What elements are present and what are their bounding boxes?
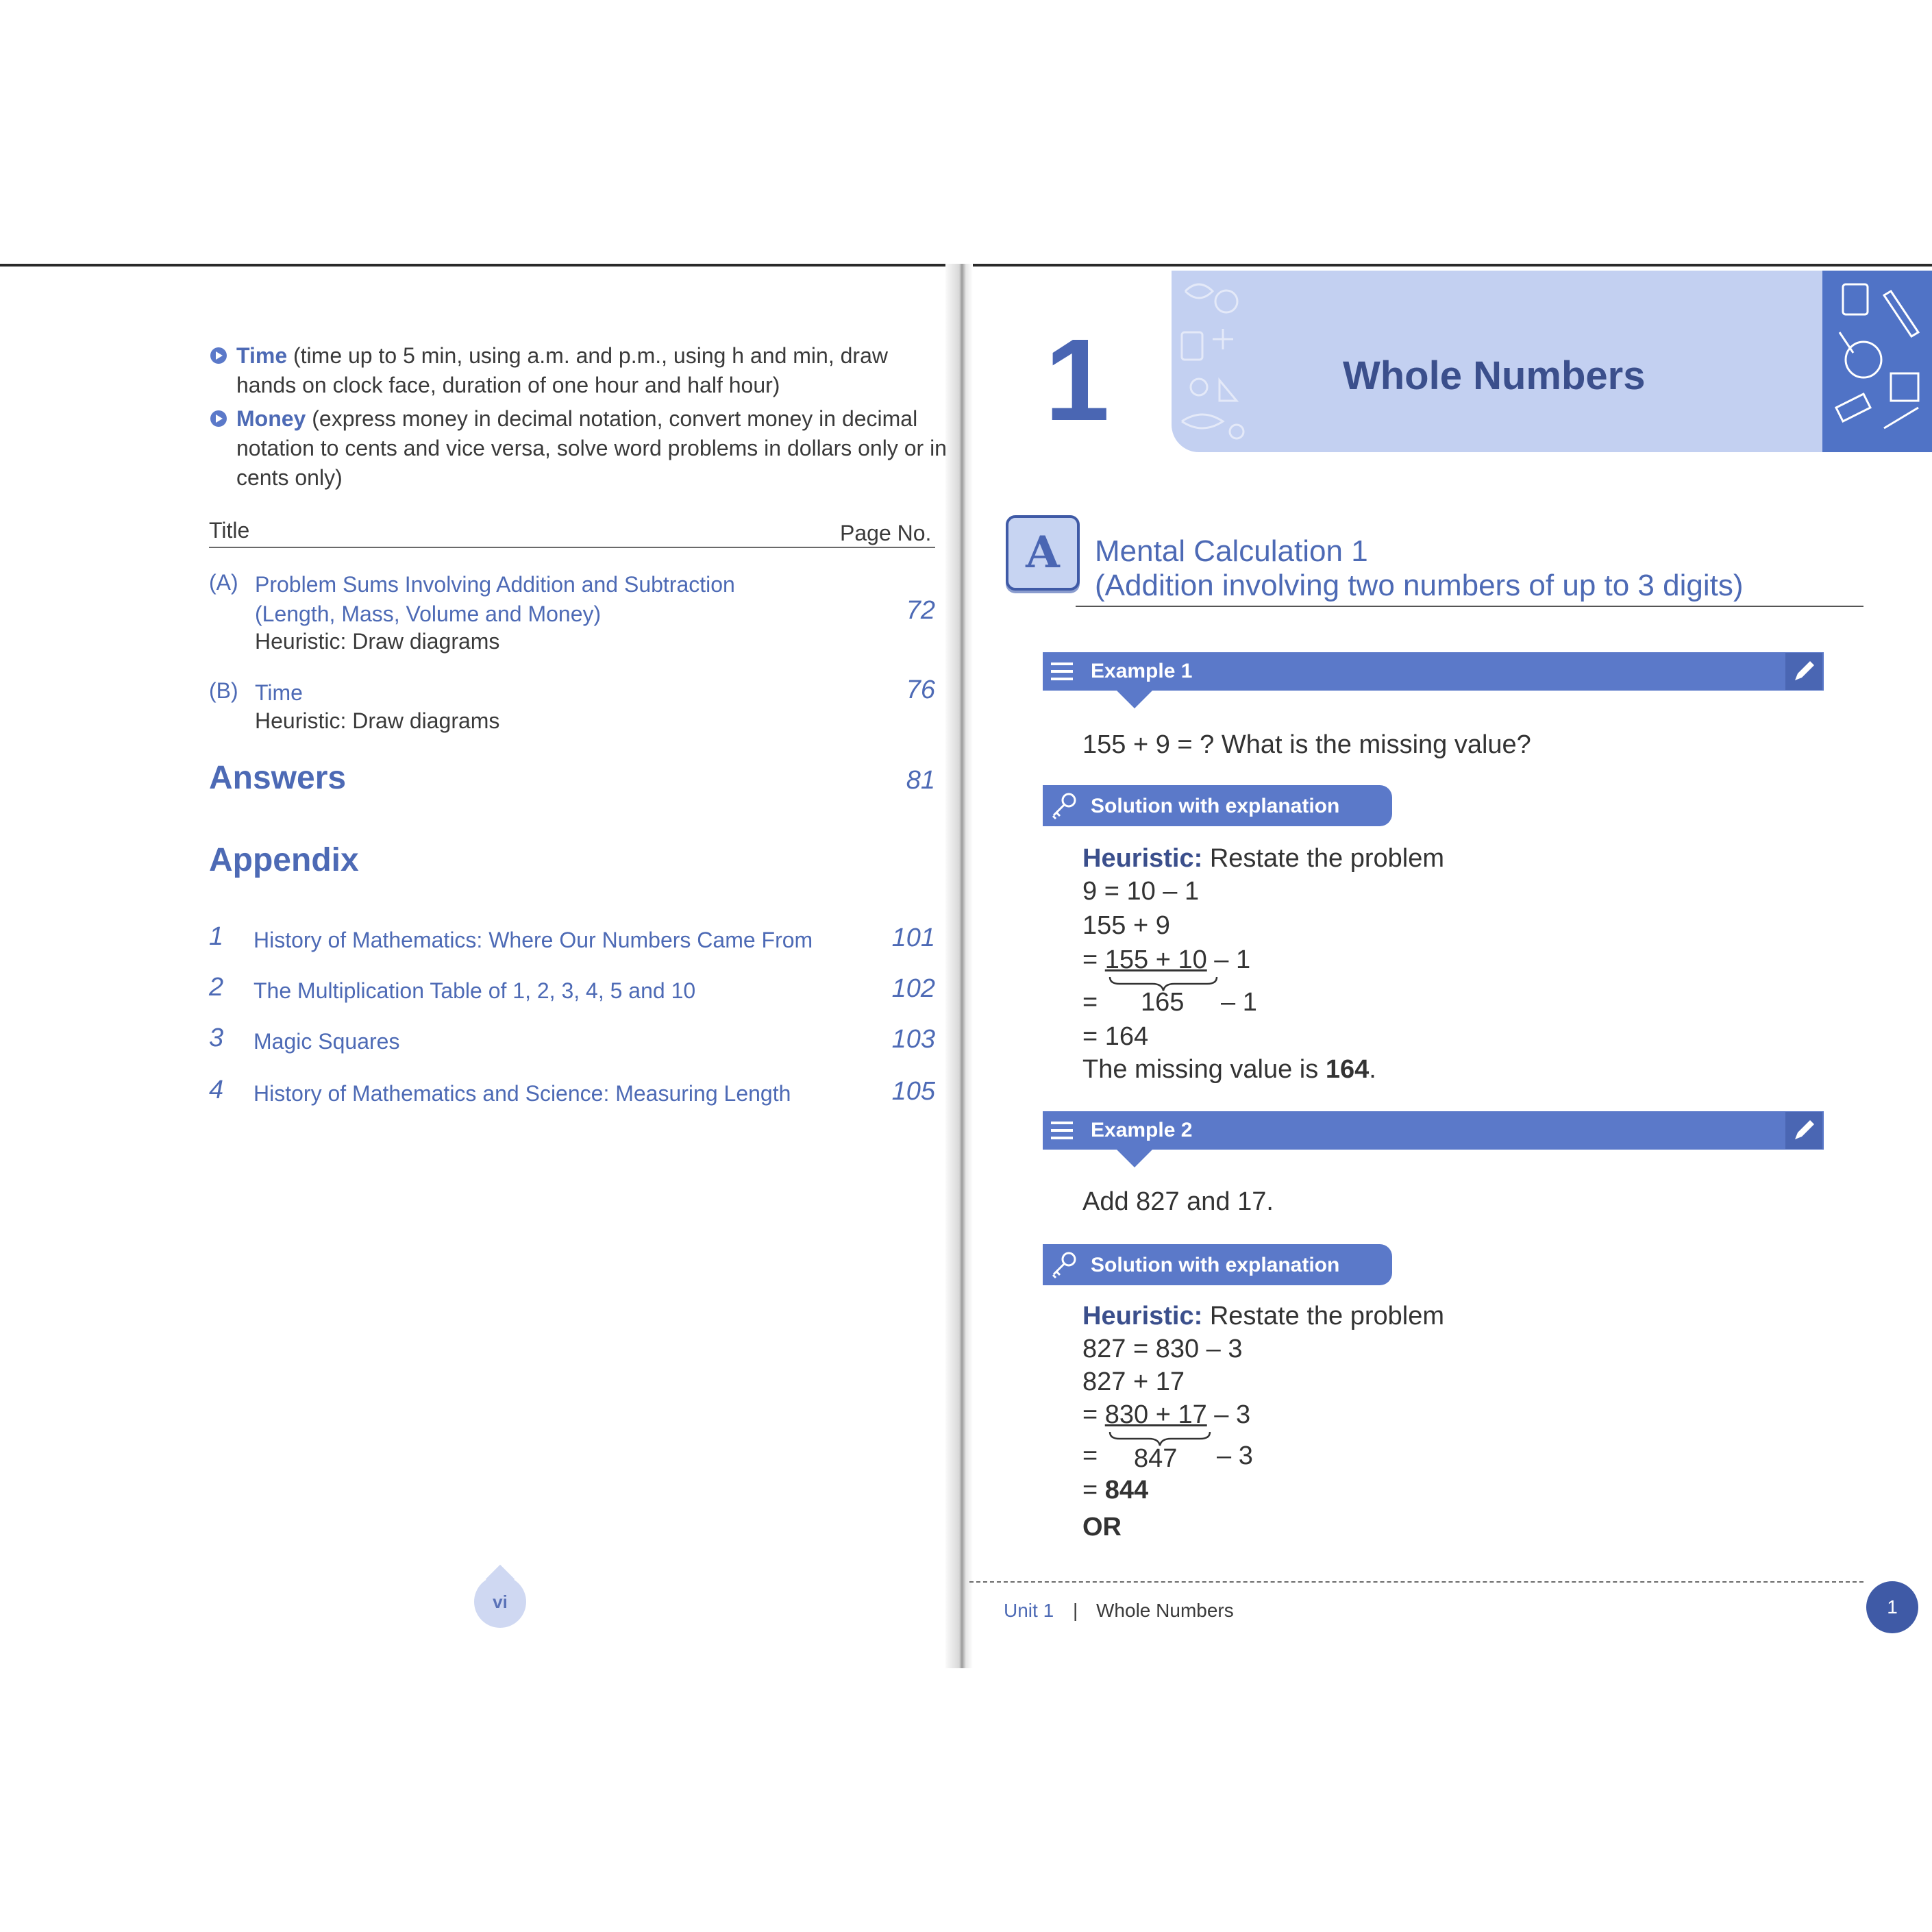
heuristic-line	[1082, 844, 1444, 874]
menu-lines-icon	[1048, 652, 1076, 691]
answer-line	[1082, 1055, 1376, 1085]
appendix-item-page: 102	[891, 974, 935, 1003]
answer-suffix: .	[1369, 1055, 1376, 1084]
footer-title: Whole Numbers	[1096, 1600, 1234, 1621]
appendix-item-number: 2	[209, 973, 224, 1002]
solution-1-label: Solution with explanation	[1091, 795, 1340, 817]
toc-item-title-line1: Time	[255, 680, 303, 705]
footer-separator: |	[1073, 1600, 1078, 1621]
doodle-pattern-icon	[1172, 271, 1254, 452]
key-icon	[1047, 788, 1082, 823]
section-badge-letter: A	[1026, 527, 1060, 578]
footer-dashed-line	[969, 1581, 1863, 1583]
grouped-terms: 155 + 10	[1104, 945, 1207, 974]
bullet-text: (time up to 5 min, using a.m. and p.m., using h and min, draw hands on clock face, duration of one hour and half hour)	[236, 343, 888, 397]
equals-sign: =	[1082, 1476, 1105, 1504]
equals-sign: =	[1082, 1400, 1105, 1429]
appendix-item-title: History of Mathematics and Science: Measuring Length	[253, 1081, 791, 1106]
answer-value: 164	[1325, 1055, 1370, 1084]
working-line	[1082, 988, 1098, 1017]
bullet-money	[236, 404, 949, 493]
equals-sign: =	[1082, 1441, 1098, 1470]
working-line	[1082, 1400, 1250, 1430]
toc-item-title-line2: (Length, Mass, Volume and Money)	[255, 602, 602, 626]
heuristic-text: Restate the problem	[1202, 1302, 1445, 1330]
answers-heading: Answers	[209, 760, 347, 796]
brace-result: 165	[1141, 988, 1185, 1017]
equals-sign: =	[1082, 988, 1098, 1017]
toc-item-page: 76	[906, 676, 935, 704]
appendix-item-page: 105	[891, 1077, 935, 1106]
stationery-doodles-icon	[1822, 271, 1932, 452]
menu-lines-icon	[1048, 1111, 1076, 1150]
example-2-pointer	[1117, 1150, 1152, 1167]
section-title-line2: (Addition involving two numbers of up to 3 digits)	[1095, 569, 1744, 602]
key-icon	[1047, 1247, 1082, 1283]
toc-item-label: (B)	[209, 678, 238, 703]
footer-unit: Unit 1	[1004, 1600, 1054, 1621]
play-bullet-icon	[209, 346, 228, 365]
toc-item-label: (A)	[209, 570, 238, 595]
book-gutter	[945, 264, 973, 1668]
section-title	[1095, 534, 1744, 603]
working-line: 9 = 10 – 1	[1082, 877, 1200, 906]
brace-remainder: – 3	[1217, 1441, 1253, 1470]
toc-item-heuristic: Heuristic: Draw diagrams	[255, 708, 500, 733]
example-1-label: Example 1	[1091, 660, 1193, 682]
toc-title-header: Title	[209, 518, 250, 543]
result-value: 844	[1104, 1476, 1149, 1504]
example-1-pointer	[1117, 691, 1152, 708]
toc-page-header: Page No.	[840, 521, 932, 545]
answers-page: 81	[906, 766, 935, 795]
appendix-item-page: 101	[891, 924, 935, 952]
pencil-icon	[1785, 1112, 1822, 1149]
appendix-item-title: History of Mathematics: Where Our Numbers Came From	[253, 928, 813, 952]
heuristic-text: Restate the problem	[1202, 844, 1445, 873]
remaining-term: – 3	[1206, 1400, 1251, 1429]
working-line: 827 + 17	[1082, 1367, 1185, 1396]
appendix-item-title: The Multiplication Table of 1, 2, 3, 4, 5 and 10	[253, 978, 696, 1003]
appendix-item-number: 3	[209, 1024, 224, 1052]
brace-result: 847	[1134, 1444, 1178, 1473]
unit-number: 1	[1045, 315, 1110, 445]
brace-remainder: – 1	[1221, 988, 1257, 1017]
or-text: OR	[1082, 1513, 1122, 1541]
example-2-label: Example 2	[1091, 1119, 1193, 1141]
working-line: 827 = 830 – 3	[1082, 1335, 1243, 1363]
bullet-text: (express money in decimal notation, convert money in decimal notation to cents and vice versa, solve word problems in dollars only or in cents only)	[236, 406, 947, 490]
section-rule	[1076, 606, 1863, 607]
unit-title: Whole Numbers	[1343, 354, 1646, 398]
bullet-term: Time	[236, 343, 288, 368]
solution-2-label: Solution with explanation	[1091, 1254, 1340, 1276]
toc-item-title-line1: Problem Sums Involving Addition and Subtraction	[255, 572, 735, 597]
toc-rule	[209, 547, 935, 548]
appendix-item-title: Magic Squares	[253, 1029, 400, 1054]
heuristic-label: Heuristic:	[1082, 1302, 1203, 1330]
toc-item-page: 72	[906, 596, 935, 625]
equals-sign: =	[1082, 945, 1105, 974]
pencil-icon	[1785, 653, 1822, 690]
appendix-item-number: 1	[209, 922, 224, 951]
appendix-item-page: 103	[891, 1025, 935, 1054]
or-label	[1082, 1513, 1122, 1542]
example-1-question: 155 + 9 = ? What is the missing value?	[1082, 730, 1531, 759]
answer-prefix: The missing value is	[1082, 1055, 1326, 1084]
right-page-number: 1	[1866, 1581, 1918, 1633]
working-line	[1082, 1476, 1148, 1505]
working-line	[1082, 1441, 1098, 1471]
heuristic-line	[1082, 1302, 1444, 1331]
bullet-time	[236, 341, 949, 400]
section-title-line1: Mental Calculation 1	[1095, 534, 1368, 568]
grouped-terms: 830 + 17	[1104, 1400, 1207, 1429]
play-bullet-icon	[209, 409, 228, 428]
heuristic-label: Heuristic:	[1082, 844, 1203, 873]
working-line	[1082, 945, 1250, 975]
appendix-item-number: 4	[209, 1076, 224, 1104]
example-2-question: Add 827 and 17.	[1082, 1187, 1274, 1216]
left-page-number: vi	[474, 1576, 526, 1628]
remaining-term: – 1	[1206, 945, 1251, 974]
appendix-heading: Appendix	[209, 842, 359, 878]
working-line: = 164	[1082, 1022, 1149, 1051]
working-line: 155 + 9	[1082, 911, 1170, 940]
toc-item-heuristic: Heuristic: Draw diagrams	[255, 629, 500, 654]
bullet-term: Money	[236, 406, 306, 431]
